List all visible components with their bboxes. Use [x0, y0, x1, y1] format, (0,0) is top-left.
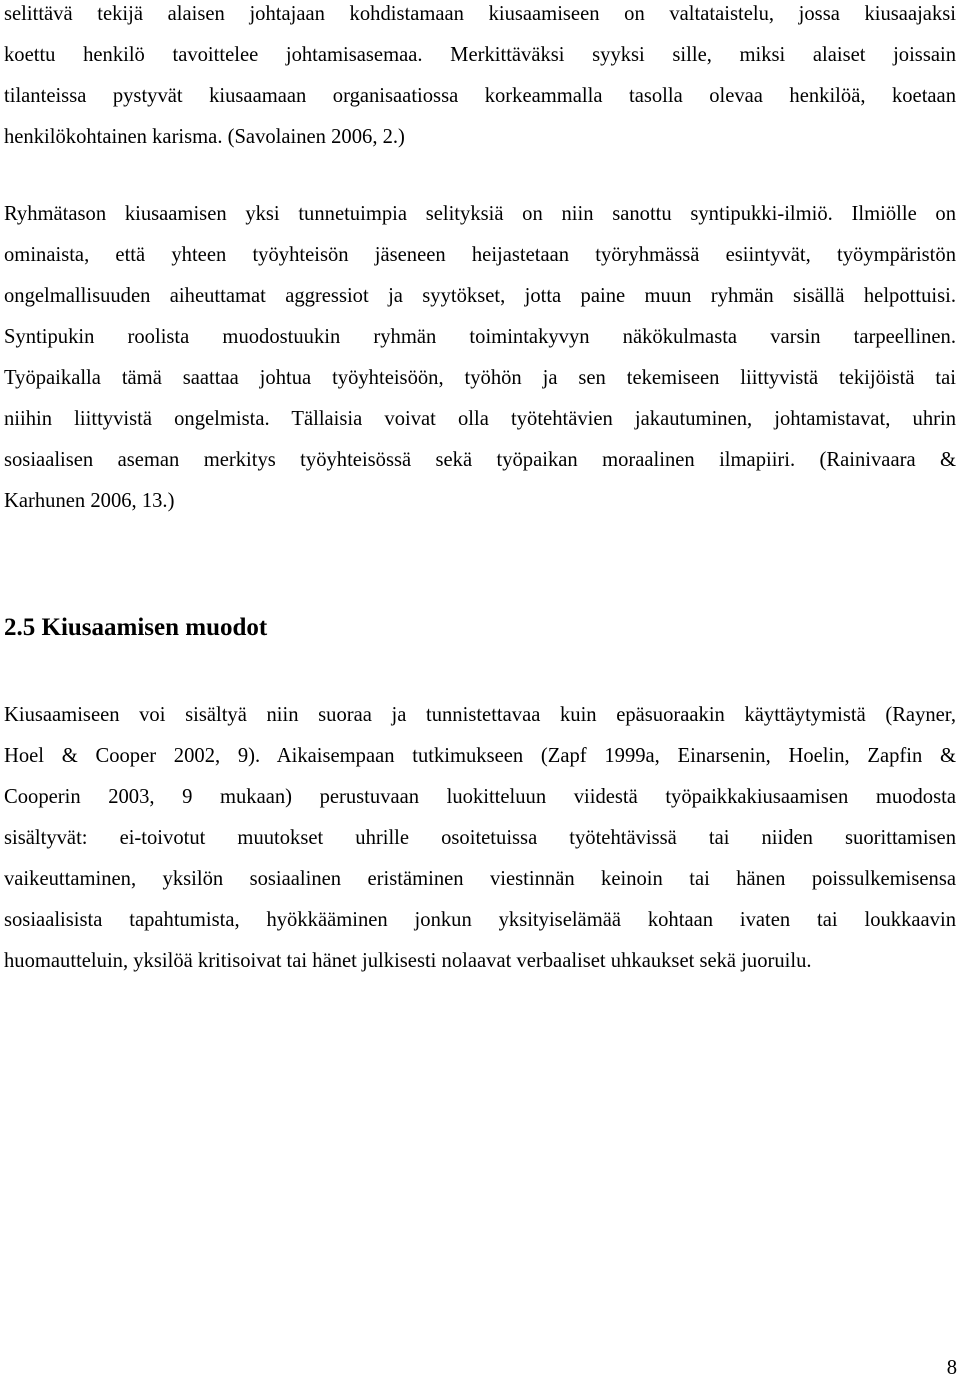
paragraph-line: niihin liittyvistä ongelmista. Tällaisia voivat olla työtehtävien jakautuminen, johtamistavat, uhrin [4, 408, 956, 430]
paragraph-power-struggle [4, 0, 956, 158]
paragraph-line: Työpaikalla tämä saattaa johtua työyhteisöön, työhön ja sen tekemiseen liittyvistä tekijöistä tai [4, 367, 956, 389]
paragraph-line: sosiaalisista tapahtumista, hyökkääminen jonkun yksityiselämää kohtaan ivaten tai loukkaavin [4, 909, 956, 931]
paragraph-line: koettu henkilö tavoittelee johtamisasemaa. Merkittäväksi syyksi sille, miksi alaiset joissain [4, 44, 956, 66]
paragraph-line: Karhunen 2006, 13.) [4, 490, 175, 512]
page-number: 8 [946, 1357, 957, 1379]
paragraph-line: Cooperin 2003, 9 mukaan) perustuvaan luokitteluun viidestä työpaikkakiusaamisen muodosta [4, 786, 956, 808]
paragraph-line: Hoel & Cooper 2002, 9). Aikaisempaan tutkimukseen (Zapf 1999a, Einarsenin, Hoelin, Zapfin & [4, 745, 956, 767]
section-heading: 2.5 Kiusaamisen muodot [4, 614, 268, 641]
paragraph-line: tilanteissa pystyvät kiusaamaan organisaatiossa korkeammalla tasolla olevaa henkilöä, koetaan [4, 85, 956, 107]
paragraph-line: henkilökohtainen karisma. (Savolainen 2006, 2.) [4, 126, 405, 148]
paragraph-line: sisältyvät: ei-toivotut muutokset uhrille osoitetuissa työtehtävissä tai niiden suorittamisen [4, 827, 956, 849]
paragraph-line: ongelmallisuuden aiheuttamat aggressiot ja syytökset, jotta paine muun ryhmän sisällä helpottuisi. [4, 285, 956, 307]
paragraph-line: ominaista, että yhteen työyhteisön jäseneen heijastetaan työryhmässä esiintyvät, työympäristön [4, 244, 956, 266]
paragraph-line: sosiaalisen aseman merkitys työyhteisössä sekä työpaikan moraalinen ilmapiiri. (Rainivaara & [4, 449, 956, 471]
paragraph-line: huomautteluin, yksilöä kritisoivat tai hänet julkisesti nolaavat verbaaliset uhkaukset sekä juoruilu. [4, 950, 812, 972]
paragraph-line: Kiusaamiseen voi sisältyä niin suoraa ja tunnistettavaa kuin epäsuoraakin käyttäytymistä (Rayner, [4, 704, 956, 726]
paragraph-line: Syntipukin roolista muodostuukin ryhmän toimintakyvyn näkökulmasta varsin tarpeellinen. [4, 326, 956, 348]
paragraph-forms-of-bullying [4, 695, 956, 982]
paragraph-line: Ryhmätason kiusaamisen yksi tunnetuimpia selityksiä on niin sanottu syntipukki-ilmiö. Ilmiölle on [4, 203, 956, 225]
paragraph-scapegoat [4, 194, 956, 522]
paragraph-line: selittävä tekijä alaisen johtajaan kohdistamaan kiusaamiseen on valtataistelu, jossa kiusaajaksi [4, 3, 956, 25]
paragraph-line: vaikeuttaminen, yksilön sosiaalinen eristäminen viestinnän keinoin tai hänen poissulkemisensa [4, 868, 956, 890]
